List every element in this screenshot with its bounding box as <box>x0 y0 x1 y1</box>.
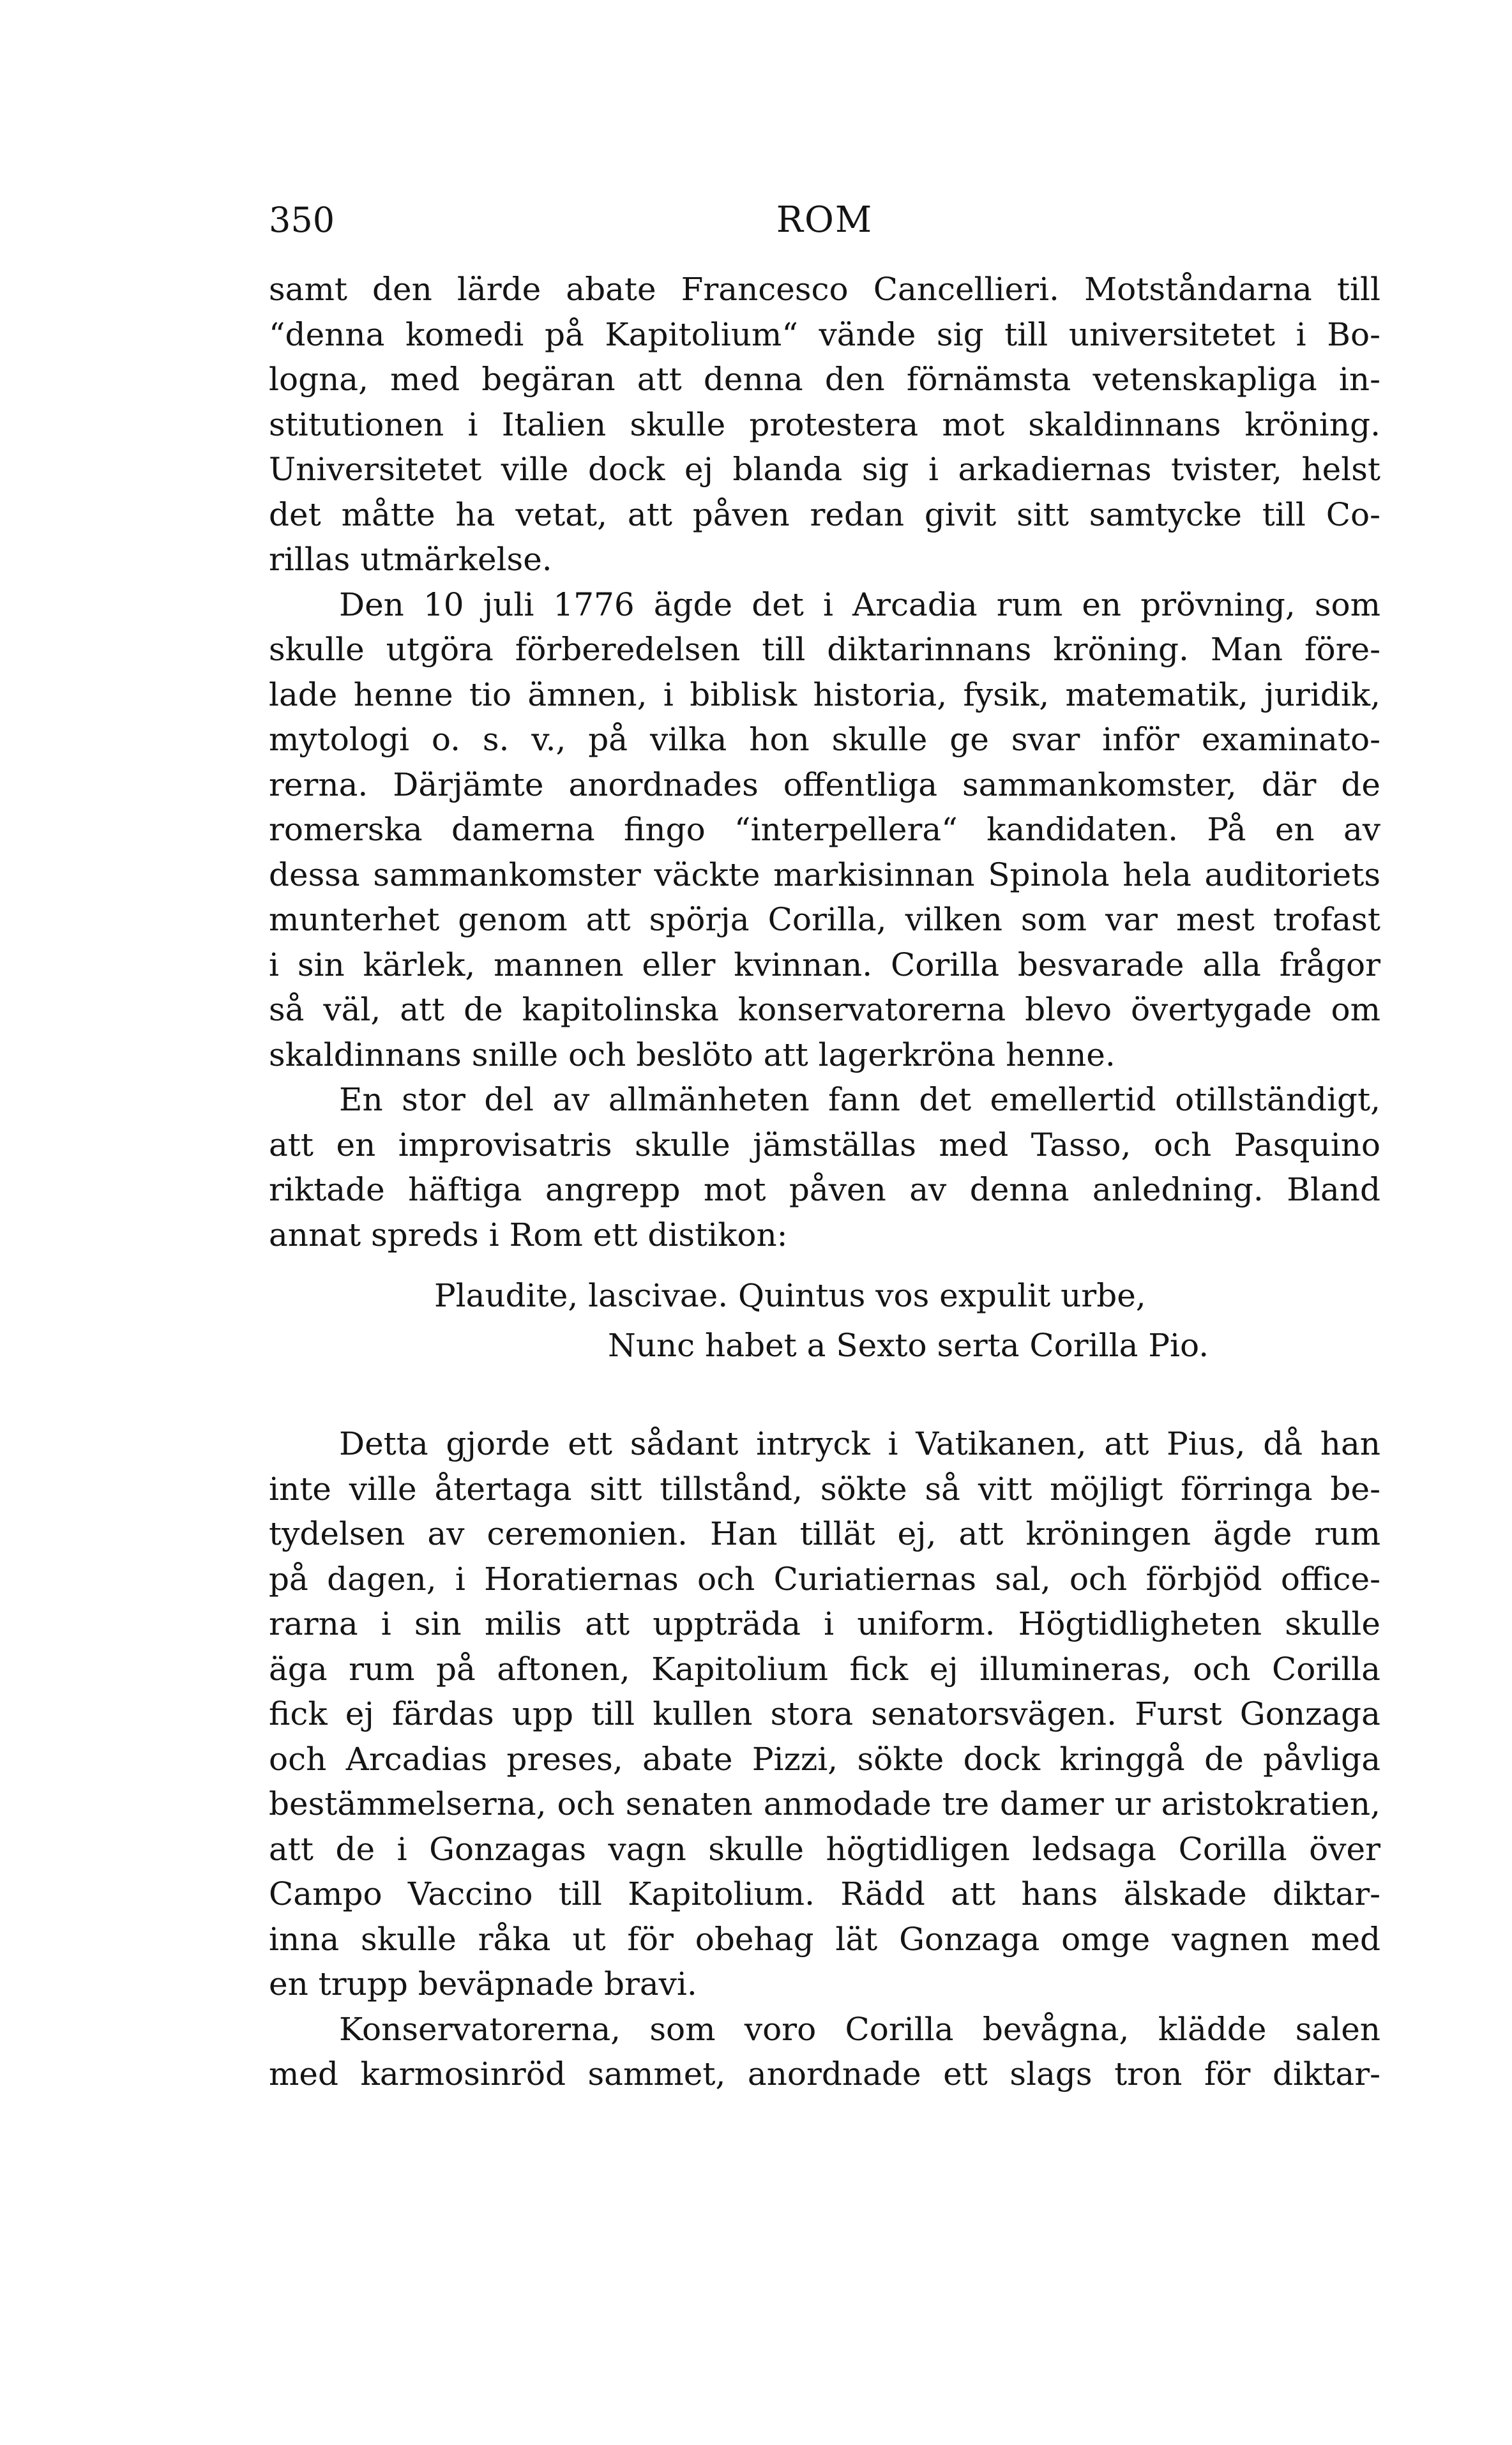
text-line: med karmosinröd sammet, anordnade ett slags tron för diktar- <box>269 2055 1380 2093</box>
running-head: ROM <box>776 199 873 241</box>
text-line: annat spreds i Rom ett distikon: <box>269 1216 788 1253</box>
text-line: samt den lärde abate Francesco Cancellieri. Motståndarna till <box>269 271 1380 308</box>
paragraph-first-line: Konservatorerna, som voro Corilla bevågna, klädde salen <box>339 2010 1380 2048</box>
text-line: dessa sammankomster väckte markisinnan Spinola hela auditoriets <box>269 856 1380 893</box>
verse-line: Plaudite, lascivae. Quintus vos expulit urbe, <box>434 1277 1146 1314</box>
text-line: skaldinnans snille och beslöto att lagerkröna henne. <box>269 1036 1115 1073</box>
text-line: en trupp beväpnade bravi. <box>269 1965 697 2002</box>
distich-verse <box>269 1271 1380 1370</box>
text-line: skulle utgöra förberedelsen till diktarinnans kröning. Man före- <box>269 631 1380 668</box>
text-line: inna skulle råka ut för obehag lät Gonzaga omge vagnen med <box>269 1920 1380 1958</box>
text-line: rillas utmärkelse. <box>269 541 552 578</box>
text-line: Universitetet ville dock ej blanda sig i arkadiernas tvister, helst <box>269 451 1380 488</box>
text-line: tydelsen av ceremonien. Han tillät ej, att kröningen ägde rum <box>269 1515 1380 1552</box>
text-line: i sin kärlek, mannen eller kvinnan. Corilla besvarade alla frågor <box>269 946 1380 983</box>
text-line: fick ej färdas upp till kullen stora senatorsvägen. Furst Gonzaga <box>269 1695 1380 1732</box>
page-header <box>269 192 1380 249</box>
text-line: det måtte ha vetat, att påven redan givit sitt samtycke till Co- <box>269 496 1380 533</box>
text-line: inte ville återtaga sitt tillstånd, sökte så vitt möjligt förringa be- <box>269 1470 1380 1508</box>
text-line: Campo Vaccino till Kapitolium. Rädd att hans älskade diktar- <box>269 1875 1380 1912</box>
text-line: rarna i sin milis att uppträda i uniform. Högtidligheten skulle <box>269 1605 1380 1642</box>
text-line: munterhet genom att spörja Corilla, vilken som var mest trofast <box>269 901 1380 938</box>
text-line: att en improvisatris skulle jämställas med Tasso, och Pasquino <box>269 1126 1380 1163</box>
text-line: att de i Gonzagas vagn skulle högtidligen ledsaga Corilla över <box>269 1830 1380 1868</box>
text-line: logna, med begäran att denna den förnämsta vetenskapliga in- <box>269 361 1380 398</box>
text-block-lower <box>269 1421 1380 2097</box>
text-line: mytologi o. s. v., på vilka hon skulle ge svar inför examinato- <box>269 721 1380 758</box>
text-line: lade henne tio ämnen, i biblisk historia, fysik, matematik, juridik, <box>269 676 1380 713</box>
text-line: och Arcadias preses, abate Pizzi, sökte dock kringgå de påvliga <box>269 1740 1380 1778</box>
paragraph-first-line: Den 10 juli 1776 ägde det i Arcadia rum en prövning, som <box>339 586 1380 623</box>
text-line: på dagen, i Horatiernas och Curiatiernas sal, och förbjöd office- <box>269 1560 1380 1598</box>
page-number: 350 <box>269 200 335 240</box>
text-line: romerska damerna fingo “interpellera“ kandidaten. På en av <box>269 811 1380 848</box>
text-line: riktade häftiga angrepp mot påven av denna anledning. Bland <box>269 1171 1380 1208</box>
text-line: stitutionen i Italien skulle protestera mot skaldinnans kröning. <box>269 405 1380 443</box>
text-line: äga rum på aftonen, Kapitolium fick ej illumineras, och Corilla <box>269 1650 1380 1688</box>
text-line: rerna. Därjämte anordnades offentliga sammankomster, där de <box>269 766 1380 803</box>
verse-line: Nunc habet a Sexto serta Corilla Pio. <box>608 1327 1209 1364</box>
text-line: bestämmelserna, och senaten anmodade tre damer ur aristokratien, <box>269 1785 1380 1822</box>
paragraph-first-line: En stor del av allmänheten fann det emellertid otillständigt, <box>339 1081 1380 1118</box>
text-line: “denna komedi på Kapitolium“ vände sig till universitetet i Bo- <box>269 315 1380 353</box>
text-block-upper <box>269 267 1380 1257</box>
text-line: så väl, att de kapitolinska konservatorerna blevo övertygade om <box>269 991 1380 1028</box>
paragraph-first-line: Detta gjorde ett sådant intryck i Vatikanen, att Pius, då han <box>339 1425 1380 1462</box>
